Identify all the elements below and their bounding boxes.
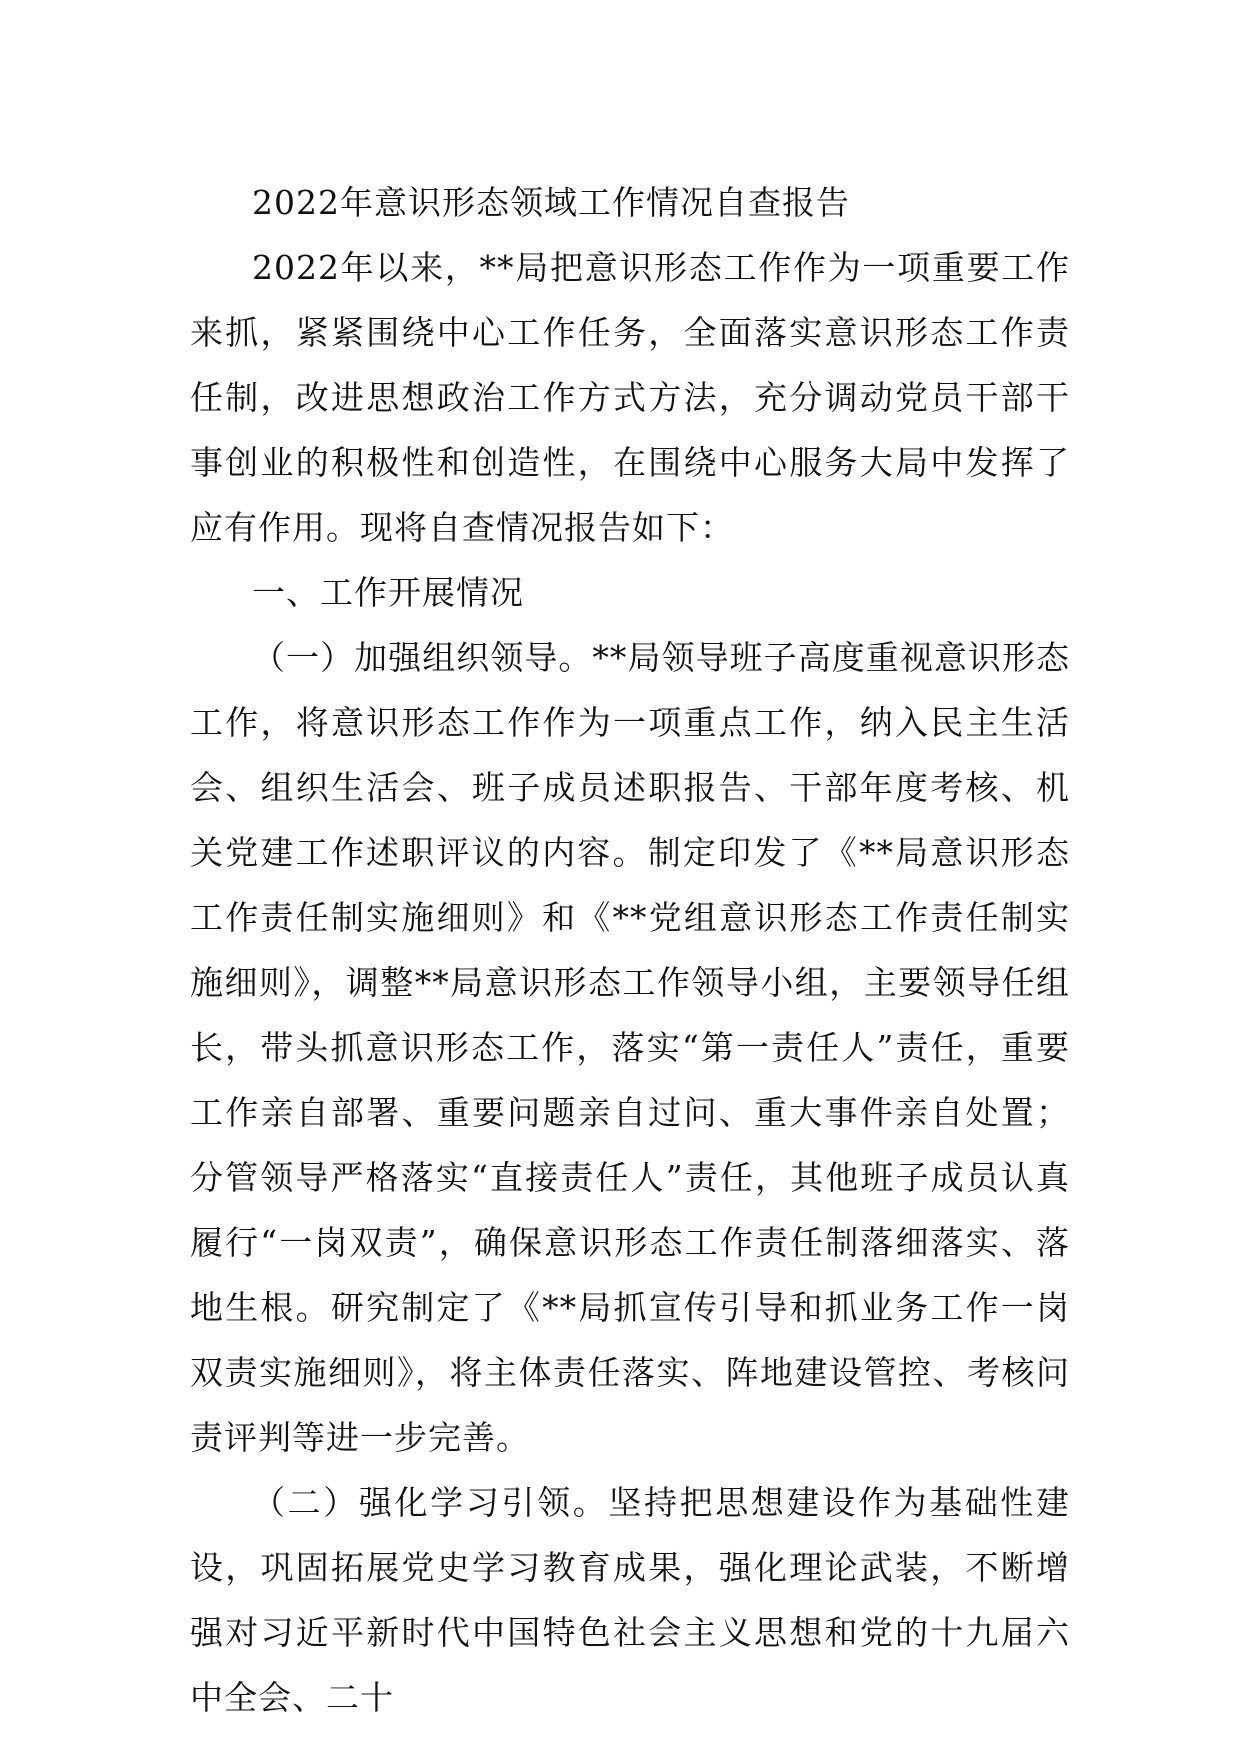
- document-body: [190, 170, 1070, 1730]
- paragraph-study-guidance: （二）强化学习引领。坚持把思想建设作为基础性建设，巩固拓展党史学习教育成果，强化理论武装，不断增强对习近平新时代中国特色社会主义思想和党的十九届六中全会、二十: [190, 1483, 1070, 1717]
- paragraph-organization-leadership: （一）加强组织领导。**局领导班子高度重视意识形态工作，将意识形态工作作为一项重点工作，纳入民主生活会、组织生活会、班子成员述职报告、干部年度考核、机关党建工作述职评议的内容。制定印发了《**局意识形态工作责任制实施细则》和《**党组意识形态工作责任制实施细则》，调整**局意识形态工作领导小组，主要领导任组长，带头抓意识形态工作，落实“第一责任人”责任，重要工作亲自部署、重要问题亲自过问、重大事件亲自处置；分管领导严格落实“直接责任人”责任，其他班子成员认真履行“一岗双责”，确保意识形态工作责任制落细落实、落地生根。研究制定了《**局抓宣传引导和抓业务工作一岗双责实施细则》，将主体责任落实、阵地建设管控、考核问责评判等进一步完善。: [190, 638, 1070, 1457]
- document-title: 2022年意识形态领域工作情况自查报告: [252, 183, 850, 222]
- intro-paragraph: 2022年以来，**局把意识形态工作作为一项重要工作来抓，紧紧围绕中心工作任务，全面落实意识形态工作责任制，改进思想政治工作方式方法，充分调动党员干部干事创业的积极性和创造性，在围绕中心服务大局中发挥了应有作用。现将自查情况报告如下：: [190, 248, 1070, 547]
- section-heading-work-progress: 一、工作开展情况: [252, 573, 524, 612]
